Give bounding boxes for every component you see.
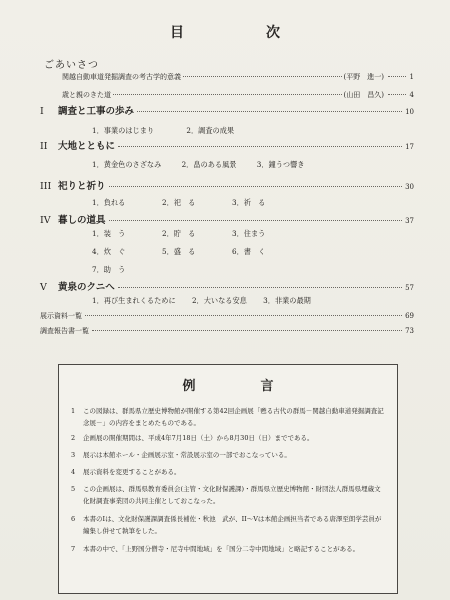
greeting-item-text: 歳と親のきた道 (62, 91, 111, 99)
note-text: 展示資料を変更することがある。 (83, 468, 181, 476)
note-number: 5 (71, 485, 76, 493)
subsection: 3．非業の最期 (263, 296, 311, 305)
chapter-1 (40, 103, 414, 117)
note-item (71, 483, 387, 507)
subsection: 7．助 う (92, 265, 126, 274)
chapter-number: I (40, 106, 44, 117)
chapter-1-subsections (92, 126, 410, 136)
note-number: 4 (71, 468, 76, 476)
extra-entry-reports (40, 326, 414, 336)
greeting-item (62, 90, 414, 100)
chapter-3 (40, 178, 414, 192)
subsection: 1．負れる (92, 198, 126, 207)
dot-leader (109, 186, 403, 187)
chapter-page: 57 (405, 284, 414, 292)
subsection: 2．畠のある風景 (181, 160, 237, 169)
chapter-4-subsections (92, 229, 410, 275)
note-item (71, 466, 387, 478)
note-text: 展示は本館ホール・企画展示室・常設展示室の一部でおこなっている。 (83, 451, 291, 459)
note-item (71, 432, 387, 444)
chapter-title: 黄泉のクニへ (58, 282, 115, 293)
dot-leader (109, 220, 403, 221)
chapter-5 (40, 279, 414, 293)
chapter-number: III (40, 181, 52, 192)
chapter-page: 37 (405, 217, 414, 225)
subsection: 4．炊 ぐ (92, 247, 126, 256)
dot-leader (118, 146, 402, 147)
dot-leader (118, 287, 402, 288)
extra-entry-exhibits (40, 311, 414, 321)
chapter-title: 調査と工事の歩み (58, 106, 135, 117)
subsection: 1．再び生まれくるために (92, 296, 176, 305)
subsection: 1．黄金色のさざなみ (92, 160, 162, 169)
chapter-page: 30 (405, 183, 414, 191)
greeting-item-author: (山田 昌久) (343, 91, 384, 99)
chapter-4 (40, 212, 414, 226)
note-number: 6 (71, 515, 76, 523)
extra-entry-page: 73 (405, 327, 414, 335)
note-text: 本書のIは、文化財保護課調査係長補佐・秋池 武が、II～Vは本館企画担当者である唐澤至朗学芸員が編集し併せて執筆をした。 (83, 515, 382, 535)
extra-entry-text: 展示資料一覧 (40, 312, 82, 320)
dot-leader (388, 94, 406, 95)
greeting-item (62, 72, 414, 82)
note-number: 7 (71, 545, 76, 553)
note-item (71, 449, 387, 461)
dot-leader (113, 94, 342, 95)
dot-leader (137, 111, 402, 112)
subsection: 1．事業のはじまり (92, 126, 155, 135)
note-item (71, 405, 387, 429)
greeting-item-page: 4 (409, 91, 414, 99)
extra-entry-text: 調査報告書一覧 (40, 327, 89, 335)
greeting-item-text: 関越自動車道発掘調査の考古学的意義 (62, 73, 181, 81)
chapter-2-subsections (92, 160, 410, 170)
note-text: 企画展の開催期間は、平成4年7月18日（土）から8月30日（日）までである。 (83, 434, 314, 442)
greeting-heading: ごあいさつ (44, 60, 99, 71)
subsection: 1．装 う (92, 229, 126, 238)
chapter-number: II (40, 141, 48, 152)
note-item (71, 543, 387, 555)
extra-entry-page: 69 (405, 312, 414, 320)
subsection: 3．鐘うつ響き (256, 160, 305, 169)
note-text: この企画展は、群馬県教育委員会(主管・文化財保護課)・群馬県立歴史博物館・財団法人群馬県埋蔵文化財調査事業団の共同主催としておこなった。 (83, 485, 381, 505)
notes-box (58, 364, 398, 594)
greeting-item-page: 1 (409, 73, 414, 81)
chapter-page: 17 (405, 143, 414, 151)
subsection: 2．調査の成果 (186, 126, 235, 135)
subsection: 6．書 く (232, 247, 266, 256)
greeting-item-author: (平野 進一) (343, 73, 384, 81)
chapter-3-subsections (92, 198, 410, 208)
note-text: この図録は、群馬県立歴史博物館が開催する第42回企画展「甦る古代の群馬－関越自動車道発掘調査記念展－」の内容をまとめたものである。 (83, 407, 384, 427)
dot-leader (85, 315, 402, 316)
note-item (71, 513, 387, 537)
chapter-5-subsections (92, 296, 410, 306)
subsection: 2．貯 る (162, 229, 196, 238)
subsection: 2．大いなる安息 (191, 296, 247, 305)
chapter-number: IV (40, 215, 51, 226)
note-number: 3 (71, 451, 76, 459)
chapter-title: 暮しの道具 (58, 215, 106, 226)
chapter-title: 大地とともに (58, 141, 116, 152)
subsection: 5．盛 る (162, 247, 196, 256)
subsection: 2．祀 る (162, 198, 196, 207)
dot-leader (388, 76, 406, 77)
note-number: 1 (71, 407, 76, 415)
note-number: 2 (71, 434, 76, 442)
chapter-title: 祀りと祈り (58, 181, 106, 192)
dot-leader (183, 76, 342, 77)
chapter-2 (40, 138, 414, 152)
dot-leader (92, 330, 402, 331)
subsection: 3．住まう (232, 229, 266, 238)
chapter-page: 10 (405, 108, 414, 116)
notes-title: 例 言 (182, 379, 300, 394)
subsection: 3．祈 る (232, 198, 266, 207)
chapter-number: V (40, 282, 47, 293)
toc-title: 目 次 (170, 25, 314, 41)
note-text: 本書の中で、「上野国分僧寺・尼寺中間地域」を「国分二寺中間地域」と略記することがある。 (83, 545, 360, 553)
